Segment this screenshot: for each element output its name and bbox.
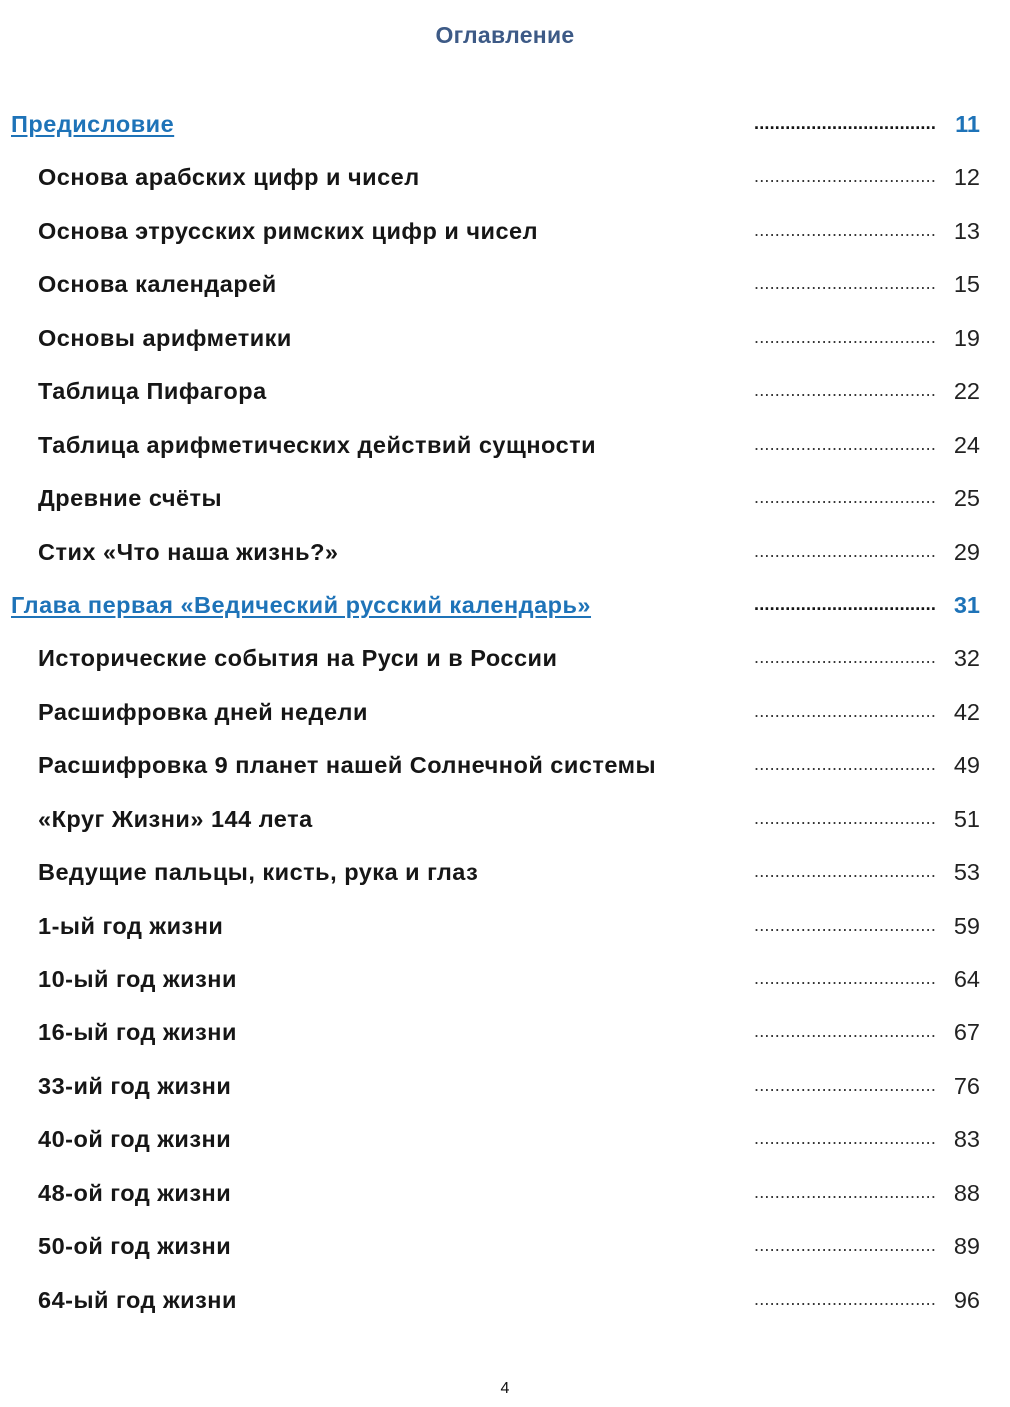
toc-page-number: 64 [953,966,980,992]
toc-chapter-row[interactable] [0,580,1000,633]
toc-page-number: 96 [953,1286,980,1313]
dot-leader: ................................... [754,113,937,133]
dot-leader: ................................... [754,1021,937,1042]
toc-section-label: Древние счёты [38,485,223,512]
toc-page-number: 42 [953,698,980,725]
toc-section-row [0,633,1000,686]
toc-chapter-link[interactable]: Предисловие [11,111,175,137]
toc-section-label: 33-ий год жизни [38,1072,232,1099]
toc-section-row [0,954,1000,1007]
page-number: 4 [500,1380,510,1397]
toc-page-number: 13 [953,217,980,244]
toc-page-number: 53 [953,859,980,886]
toc-section-label: Расшифровка 9 планет нашей Солнечной системы [38,752,657,779]
toc-section-row [0,901,1000,954]
toc-section-row [0,152,1000,205]
toc-page-number: 24 [953,431,980,458]
toc-section-row [0,1114,1000,1167]
dot-leader: ................................... [754,487,937,508]
toc-page-number: 89 [953,1233,980,1260]
toc-section-row [0,1007,1000,1060]
toc-section-row [0,847,1000,900]
toc-page-number: 67 [953,1019,980,1046]
toc-section-label: Таблица Пифагора [38,378,267,405]
toc-list [0,99,1000,1328]
dot-leader: ................................... [754,754,937,775]
toc-page-number: 32 [953,645,980,672]
toc-section-label: Основа календарей [38,271,277,298]
toc-page-number: 49 [953,752,980,779]
toc-section-label: Таблица арифметических действий сущности [38,431,597,458]
dot-leader: ................................... [754,593,937,614]
toc-section-row [0,527,1000,580]
toc-page-number: 25 [953,485,980,512]
toc-page-number: 19 [953,324,980,351]
toc-section-row [0,366,1000,419]
toc-section-label: Основа арабских цифр и чисел [38,164,420,191]
toc-page-number: 76 [953,1072,980,1099]
dot-leader: ................................... [754,380,937,401]
toc-page-number: 51 [953,805,980,832]
dot-leader: ................................... [754,647,937,668]
toc-section-label: 1-ый год жизни [38,912,224,939]
toc-page-number: 12 [953,164,980,191]
toc-page-number: 11 [955,111,980,137]
toc-section-row [0,1168,1000,1221]
toc-page-number: 31 [953,591,980,618]
toc-section-row [0,687,1000,740]
toc-page-number: 15 [953,271,980,298]
toc-chapter-row[interactable] [0,99,1000,152]
toc-chapter-link[interactable]: Глава первая «Ведический русский календарь» [11,591,592,618]
toc-page-number: 59 [953,912,980,939]
toc-page-number: 88 [953,1179,980,1206]
toc-section-label: Исторические события на Руси и в России [38,645,558,672]
toc-section-row [0,794,1000,847]
toc-section-row [0,473,1000,526]
toc-section-row [0,1221,1000,1274]
toc-section-row [0,420,1000,473]
dot-leader: ................................... [754,219,937,240]
toc-page-number: 83 [953,1126,980,1153]
toc-section-label: Основы арифметики [38,324,292,351]
toc-section-label: 40-ой год жизни [38,1126,232,1153]
toc-section-row [0,740,1000,793]
toc-section-label: 10-ый год жизни [38,966,237,992]
toc-section-label: Расшифровка дней недели [38,698,368,725]
toc-title: Оглавление [435,22,575,48]
toc-section-label: 64-ый год жизни [38,1286,237,1313]
toc-section-row [0,1275,1000,1328]
toc-page-number: 29 [953,538,980,565]
dot-leader: ................................... [754,1074,937,1095]
toc-section-label: 48-ой год жизни [38,1179,232,1206]
dot-leader: ................................... [754,968,937,988]
dot-leader: ................................... [754,1181,937,1202]
dot-leader: ................................... [754,1128,937,1149]
dot-leader: ................................... [754,273,937,294]
toc-page-number: 22 [953,378,980,405]
dot-leader: ................................... [754,1288,937,1309]
toc-section-row [0,206,1000,259]
dot-leader: ................................... [754,861,937,882]
toc-section-label: Основа этрусских римских цифр и чисел [38,217,539,244]
dot-leader: ................................... [754,700,937,721]
toc-section-row [0,313,1000,366]
toc-section-label: Стих «Что наша жизнь?» [38,538,339,565]
toc-section-label: «Круг Жизни» 144 лета [38,805,313,832]
toc-section-label: 50-ой год жизни [38,1233,232,1260]
dot-leader: ................................... [754,914,937,935]
dot-leader: ................................... [754,1235,937,1256]
dot-leader: ................................... [754,326,937,347]
dot-leader: ................................... [754,807,937,828]
toc-section-label: Ведущие пальцы, кисть, рука и глаз [38,859,479,886]
dot-leader: ................................... [754,540,937,561]
dot-leader: ................................... [754,433,937,454]
toc-section-label: 16-ый год жизни [38,1019,237,1046]
toc-section-row [0,259,1000,312]
toc-section-row [0,1061,1000,1114]
dot-leader: ................................... [754,166,937,187]
